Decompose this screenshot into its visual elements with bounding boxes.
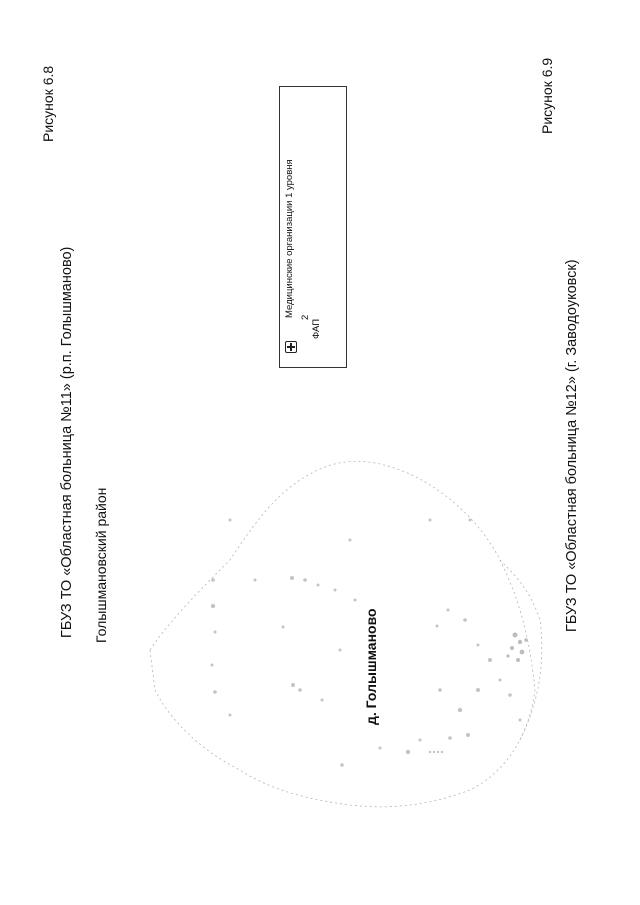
- heading-hospital-12: ГБУЗ ТО «Областная больница №12» (г. Заводоуковск): [564, 259, 580, 632]
- town-cluster: [506, 633, 527, 663]
- district-name: Голышмановский район: [93, 487, 109, 643]
- legend-type-fap: ФАП: [311, 318, 322, 339]
- figure-label-6-9: Рисунок 6.9: [539, 57, 555, 134]
- village-row: [429, 751, 443, 753]
- district-boundary: [150, 461, 535, 807]
- legend-count: 2: [300, 314, 311, 320]
- heading-hospital-11: ГБУЗ ТО «Областная больница №11» (р.п. Голышманово): [59, 246, 75, 638]
- medical-cross-icon: [285, 341, 297, 353]
- figure-label-6-8: Рисунок 6.8: [40, 65, 56, 142]
- town-label-golyshmanovo: д. Голышманово: [363, 608, 379, 725]
- legend-title: Медицинские организации 1 уровня: [284, 159, 295, 318]
